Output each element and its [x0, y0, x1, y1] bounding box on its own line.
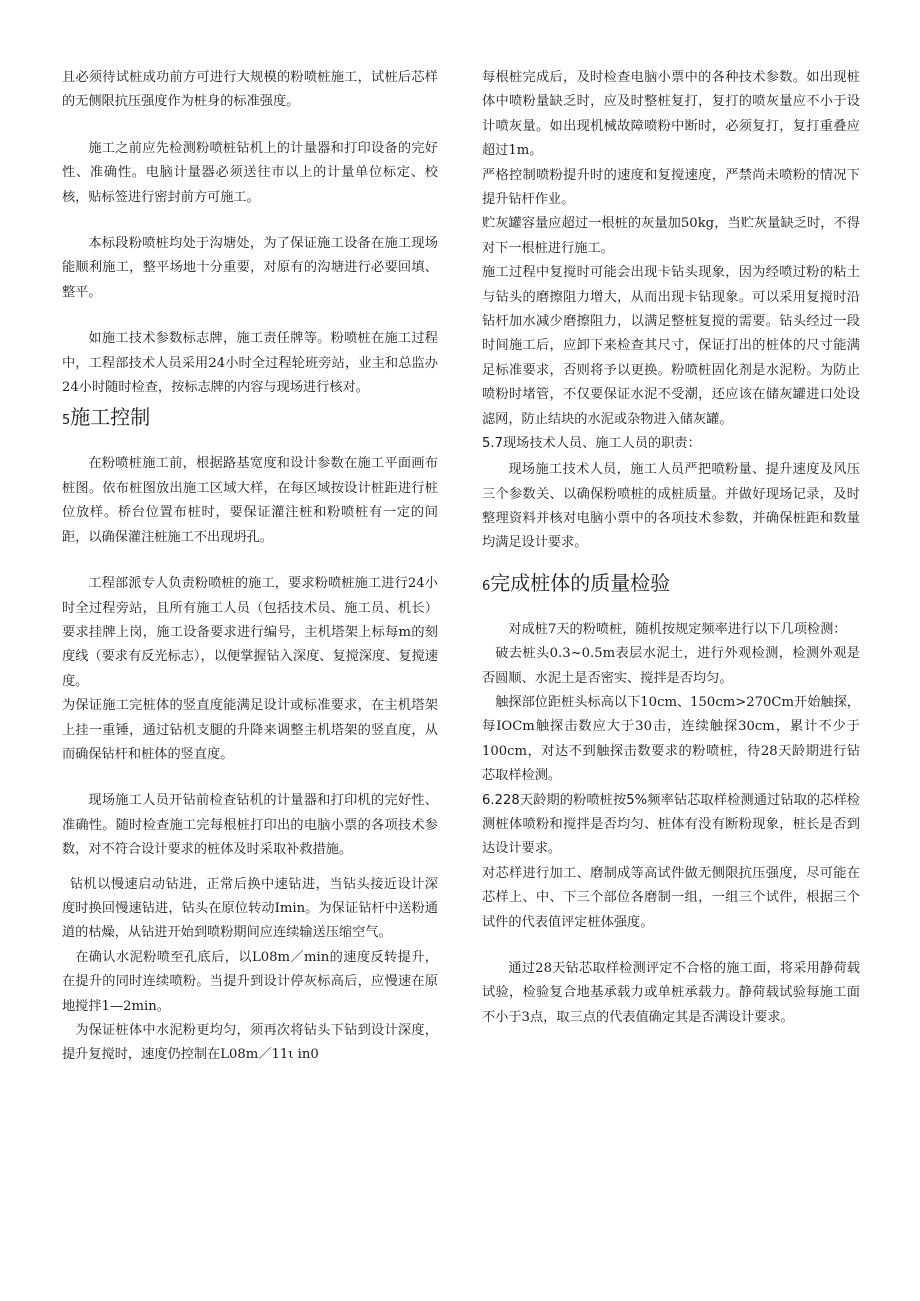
paragraph: 且必须待试桩成功前方可进行大规模的粉喷桩施工，试桩后芯样的无侧限抗压强度作为桩身的标准强度。	[62, 70, 438, 110]
subsection-heading-5-7: 5.7现场技术人员、施工人员的职责：	[482, 436, 701, 452]
paragraph	[482, 789, 860, 862]
section-title: 施工控制	[70, 405, 151, 430]
left-column	[62, 66, 438, 1068]
paragraph: 每根桩完成后，及时检查电脑小票中的各种技术参数。如出现桩体中喷粉量缺乏时，应及时整桩复打，复打的喷灰量应不小于设计喷灰量。如出现机械故障喷粉中断时，必须复打，复打重叠应超过1m。	[482, 70, 860, 159]
paragraph: 通过28天钻芯取样检测评定不合格的施工面，将采用静荷载试验，检验复合地基承载力或单桩承载力。静荷载试验每施工面不小于3点，取三点的代表值确定其是否满设计要求。	[482, 961, 860, 1025]
paragraph: 如施工技术参数标志牌，施工责任牌等。粉喷桩在施工过程中，工程部技术人员采用24小时全过程轮班旁站，业主和总监办24小时随时检查，按标志牌的内容与现场进行核对。	[62, 331, 438, 396]
paragraph: 工程部派专人负责粉喷桩的施工，要求粉喷桩施工进行24小时全过程旁站，且所有施工人员（包括技术员、施工员、机长）要求挂牌上岗，施工设备要求进行编号，主机塔架上标每m的刻度线（要求有反光标志），以便掌握钻入深度、复搅深度、复搅速度。	[62, 576, 438, 689]
paragraph: 为保证施工完桩体的竖直度能满足设计或标准要求，在主机塔架上挂一重锤，通过钻机支腿的升降来调整主机塔架的竖直度，从而确保钻杆和桩体的竖直度。	[62, 698, 438, 762]
paragraph: 对成桩7天的粉喷桩，随机按规定频率进行以下几项检测：	[508, 621, 847, 637]
section-number: 5	[62, 413, 71, 429]
paragraph: 现场施工技术人员，施工人员严把喷粉量、提升速度及风压三个参数关、以确保粉喷桩的成桩质量。并做好现场记录，及时整理资料并核对电脑小票中的各项技术参数，并确保桩距和数量均满足设计要求。	[482, 462, 860, 551]
paragraph: 施工之前应先检测粉喷桩钻机上的计量器和打印设备的完好性、准确性。电脑计量器必须送往市以上的计量单位标定、校核，贴标签进行密封前方可施工。	[62, 140, 438, 205]
paragraph: 钻机以慢速启动钻进，正常后换中速钻进，当钻头接近设计深度时换回慢速钻进，钻头在原位转动Imin。为保证钻杆中送粉通道的枯燥，从钻进开始到喷粉期间应连续输送压缩空气。	[62, 876, 438, 941]
paragraph: 为保证桩体中水泥粉更均匀，须再次将钻头下钻到设计深度，提升复搅时，速度仍控制在L08m／11ι in0	[62, 1023, 438, 1063]
paragraph: 在粉喷桩施工前，根据路基宽度和设计参数在施工平面画布桩图。依布桩图放出施工区域大样，在每区域按设计桩距进行桩位放样。桥台位置布桩时，要保证灌注桩和粉喷桩有一定的间距，以确保灌注桩施工不出现坍孔。	[62, 456, 438, 545]
section-heading-5	[62, 402, 438, 436]
paragraph: 触探部位距桩头标高以下10cm、150cm>270Cm开始触探，每IOCm触探击数应大于30击，连续触探30cm，累计不少于100cm，对达不到触探击数要求的粉喷桩，待28天龄期进行钻芯取样检测。	[482, 694, 860, 784]
paragraph: 本标段粉喷桩均处于沟塘处，为了保证施工设备在施工现场能顺利施工，整平场地十分重要，对原有的沟塘进行必要回填、整平。	[62, 236, 438, 300]
paragraph: 现场施工人员开钻前检查钻机的计量器和打印机的完好性、准确性。随时检查施工完每根桩打印出的电脑小票的各项技术参数，对不符合设计要求的桩体及时采取补救措施。	[62, 793, 438, 858]
paragraph: 严格控制喷粉提升时的速度和复搅速度，严禁尚未喷粉的情况下提升钻杆作业。	[482, 167, 860, 208]
paragraph: 施工过程中复搅时可能会出现卡钻头现象，因为经喷过粉的粘土与钻头的磨擦阻力增大，从而出现卡钻现象。可以采用复搅时沿钻杆加水减少磨擦阻力，以满足整桩复搅的需要。钻头经过一段时间施工后，应卸下来检查其尺寸，保证打出的桩体的尺寸能满足标准要求，否则将予以更换。粉喷桩固化剂是水泥粉。为防止喷粉时堵管，不仅要保证水泥不受潮，还应该在储灰罐进口处设滤网，防止结块的水泥或杂物进入储灰罐。	[482, 265, 860, 427]
paragraph-continuation: 的芯样检测桩体喷粉和搅拌是否均匀、桩体有没有断粉现象，桩长是否到达设计要求。	[482, 792, 860, 857]
paragraph: 破去桩头0.3~0.5m表层水泥土，进行外观检测，检测外观是否圆顺、水泥土是否密实、搅拌是否均匀。	[482, 646, 860, 686]
section-title: 完成桩体的质量检验	[490, 570, 671, 595]
paragraph: 在确认水泥粉喷至孔底后，以L08m／min的速度反转提升，在提升的同时连续喷粉。当提升到设计停灰标高后，应慢速在原地搅拌1—2min。	[62, 949, 438, 1014]
right-column	[482, 66, 860, 1030]
paragraph: 贮灰罐容量应超过一根桩的灰量加50kg，当贮灰量缺乏时，不得对下一根桩进行施工。	[482, 216, 860, 256]
section-number: 6	[482, 578, 491, 594]
paragraph: 对芯样进行加工、磨制成等高试件做无侧限抗压强度，尽可能在芯样上、中、下三个部位各磨制一组，一组三个试件，根据三个试件的代表值评定桩体强度。	[482, 865, 860, 930]
numbered-lead: 6.228天龄期的粉喷桩按5%频率钻芯取样检测通过钻取	[482, 792, 807, 808]
section-heading-6	[482, 568, 860, 602]
